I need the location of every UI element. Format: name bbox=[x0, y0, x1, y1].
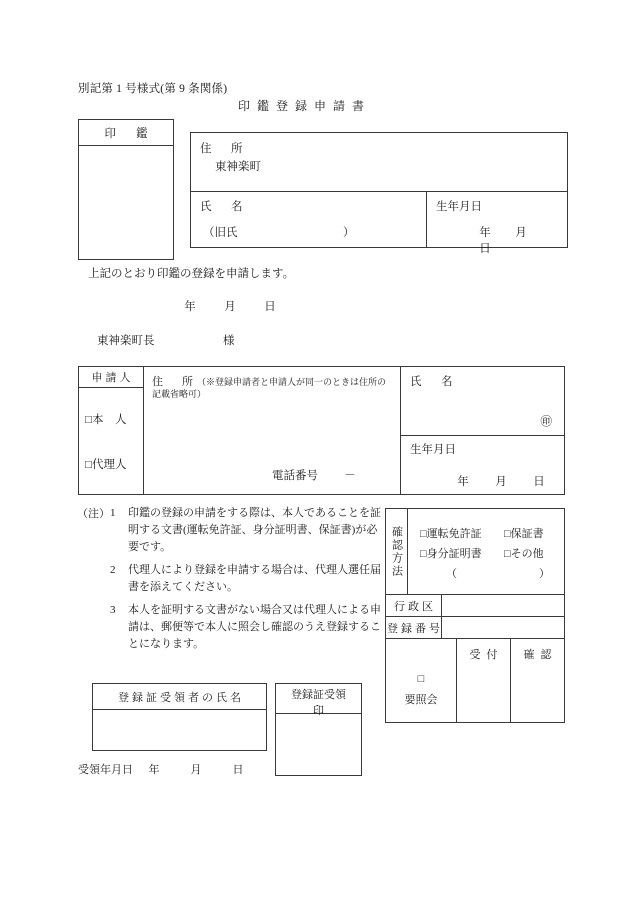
applicant-name-dob-column bbox=[401, 367, 564, 494]
applicant-address-note-1: （※登録申請者と申請人が同一のときは住所の bbox=[197, 377, 387, 387]
address-label: 住 所 bbox=[200, 143, 247, 155]
application-statement: 上記のとおり印鑑の登録を申請します。 bbox=[88, 268, 295, 280]
receipt-date-label: 受領年月日 bbox=[78, 764, 133, 776]
confirm-header: 確認 bbox=[523, 649, 558, 661]
address-value: 東神楽町 bbox=[215, 161, 261, 173]
application-date-line[interactable] bbox=[170, 298, 290, 314]
other-paren-open: （ bbox=[446, 568, 457, 580]
inquiry-checkbox[interactable]: □ bbox=[417, 673, 425, 685]
checkbox-guarantee-letter[interactable]: □保証書 bbox=[504, 528, 544, 540]
note-text: 本人を証明する文書がない場合又は代理人による申請は、郵便等で本人に照会し確認のうえ登録することになります。 bbox=[128, 604, 381, 650]
reg-number-label-cell bbox=[386, 617, 442, 638]
checkbox-other[interactable]: □その他 bbox=[504, 548, 544, 560]
receipt-day: 日 bbox=[232, 764, 244, 776]
phone-label: 電話番号 bbox=[272, 470, 318, 482]
confirm-stamp-cell[interactable] bbox=[511, 639, 564, 722]
applicant-dob-month: 月 bbox=[495, 476, 507, 488]
receipt-confirm-section bbox=[386, 639, 564, 722]
receipt-year: 年 bbox=[148, 764, 160, 776]
verification-options bbox=[408, 509, 564, 594]
seal-box-header bbox=[79, 120, 173, 146]
applicant-dob-cell[interactable] bbox=[401, 436, 564, 494]
verification-method-section bbox=[386, 509, 564, 595]
former-name-close-paren: ） bbox=[343, 227, 355, 239]
notes-marker: （注） bbox=[77, 508, 110, 520]
app-date-day: 日 bbox=[264, 301, 276, 313]
dob-day-label: 日 bbox=[479, 243, 491, 255]
row-divider bbox=[426, 192, 427, 247]
district-label: 行政区 bbox=[394, 600, 436, 613]
certificate-receiver-name-label: 登録証受領者の氏名 bbox=[118, 691, 244, 704]
note-number: 2 bbox=[110, 564, 116, 576]
applicant-address-note-2: 記載省略可） bbox=[152, 389, 207, 399]
checkbox-id-certificate[interactable]: □身分証明書 bbox=[420, 548, 482, 560]
reg-number-label: 登録番号 bbox=[387, 622, 443, 635]
verification-panel bbox=[385, 508, 565, 723]
note-item bbox=[110, 602, 382, 653]
former-name-label: （旧氏 bbox=[203, 227, 238, 239]
certificate-receipt-seal-header bbox=[276, 684, 361, 717]
applicant-table bbox=[78, 366, 565, 495]
app-date-year: 年 bbox=[184, 301, 196, 313]
app-date-month: 月 bbox=[224, 301, 236, 313]
applicant-self-checkbox[interactable]: □本 人 bbox=[85, 414, 127, 426]
administrative-district-row[interactable] bbox=[386, 595, 564, 617]
addressee-name: 東神楽町長 bbox=[97, 335, 155, 347]
phone-dash: － bbox=[344, 470, 356, 482]
note-item bbox=[110, 562, 382, 596]
verification-method-label-cell bbox=[386, 509, 408, 594]
certificate-receiver-name-header bbox=[93, 684, 266, 710]
applicant-dob-day: 日 bbox=[533, 476, 545, 488]
registration-number-row[interactable] bbox=[386, 617, 564, 639]
receipt-header: 受付 bbox=[469, 649, 504, 661]
dob-label: 生年月日 bbox=[436, 201, 482, 213]
applicant-address-label-text: 住 所 bbox=[152, 376, 197, 388]
receipt-stamp-cell[interactable] bbox=[457, 639, 511, 722]
dob-year-label: 年 bbox=[479, 227, 491, 239]
name-label: 氏 名 bbox=[200, 201, 247, 213]
applicant-name-label: 氏 名 bbox=[410, 376, 457, 388]
applicant-type-header-label: 申請人 bbox=[91, 372, 134, 384]
applicant-name-cell[interactable] bbox=[401, 367, 564, 436]
page-title: 印鑑登録申請書 bbox=[238, 99, 372, 113]
dob-ymd-fields[interactable] bbox=[467, 224, 567, 256]
applicant-type-header bbox=[79, 367, 143, 388]
seal-impression-box[interactable] bbox=[78, 119, 174, 260]
addressee-honorific: 様 bbox=[223, 335, 235, 347]
receipt-month: 月 bbox=[190, 764, 202, 776]
applicant-dob-ymd bbox=[444, 473, 558, 489]
applicant-address-column[interactable] bbox=[144, 367, 401, 494]
note-text: 印鑑の登録の申請をする際は、本人であることを証明する文書(運転免許証、身分証明書、保証書)が必要です。 bbox=[128, 507, 381, 553]
applicant-type-column bbox=[79, 367, 144, 494]
dob-month-label: 月 bbox=[515, 227, 527, 239]
note-number: 1 bbox=[110, 507, 116, 519]
seal-box-header-label: 印鑑 bbox=[104, 127, 168, 140]
registrant-address-row[interactable] bbox=[191, 133, 567, 192]
addressee-line bbox=[97, 332, 235, 348]
receipt-date-line[interactable] bbox=[78, 761, 259, 777]
certificate-receipt-seal-box[interactable] bbox=[275, 683, 362, 776]
inquiry-label: 要照会 bbox=[404, 694, 438, 706]
certificate-receipt-seal-label-2: 印 bbox=[313, 705, 324, 717]
applicant-dob-year: 年 bbox=[457, 476, 469, 488]
certificate-receipt-seal-label-1: 登録証受領 bbox=[291, 689, 346, 701]
checkbox-drivers-license[interactable]: □運転免許証 bbox=[420, 528, 482, 540]
registrant-info-table bbox=[190, 132, 568, 255]
form-number-label: 別記第 1 号様式(第 9 条関係) bbox=[78, 83, 228, 95]
receipt-date-ymd bbox=[133, 764, 259, 776]
applicant-phone-field[interactable] bbox=[272, 467, 382, 483]
applicant-dob-label: 生年月日 bbox=[410, 444, 456, 456]
applicant-agent-checkbox[interactable]: □代理人 bbox=[85, 459, 127, 471]
inquiry-cell[interactable] bbox=[386, 639, 457, 722]
note-text: 代理人により登録を申請する場合は、代理人選任届書を添えてください。 bbox=[128, 564, 381, 593]
certificate-receiver-name-box[interactable] bbox=[92, 683, 267, 751]
note-item bbox=[110, 505, 382, 556]
seal-mark-icon: ㊞ bbox=[540, 416, 552, 428]
note-number: 3 bbox=[110, 604, 116, 616]
registrant-name-dob-row bbox=[191, 192, 567, 255]
other-paren-close: ） bbox=[539, 568, 550, 580]
district-label-cell bbox=[386, 595, 442, 616]
verification-method-label: 確認方法 bbox=[390, 525, 403, 578]
